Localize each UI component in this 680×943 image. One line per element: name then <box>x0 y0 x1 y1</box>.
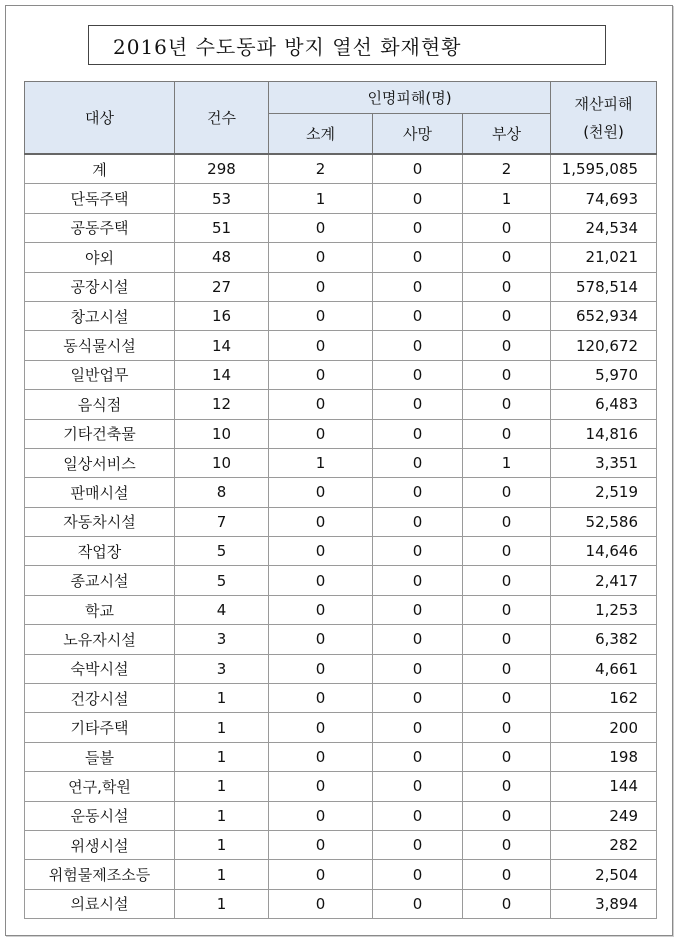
cell-injury: 1 <box>463 184 551 213</box>
cell-death: 0 <box>373 684 463 713</box>
cell-subtotal: 1 <box>269 184 373 213</box>
cell-target: 창고시설 <box>25 301 175 330</box>
cell-property: 162 <box>551 684 657 713</box>
cell-death: 0 <box>373 595 463 624</box>
cell-count: 1 <box>175 772 269 801</box>
cell-property: 120,672 <box>551 331 657 360</box>
cell-injury: 0 <box>463 419 551 448</box>
cell-subtotal: 0 <box>269 507 373 536</box>
cell-injury: 0 <box>463 801 551 830</box>
cell-death: 0 <box>373 889 463 918</box>
table-row <box>25 301 657 330</box>
cell-injury: 0 <box>463 478 551 507</box>
cell-count: 5 <box>175 537 269 566</box>
cell-property: 1,595,085 <box>551 154 657 184</box>
cell-death: 0 <box>373 654 463 683</box>
cell-count: 3 <box>175 654 269 683</box>
cell-count: 16 <box>175 301 269 330</box>
cell-property: 282 <box>551 830 657 859</box>
table-row <box>25 772 657 801</box>
cell-property: 14,816 <box>551 419 657 448</box>
cell-property: 249 <box>551 801 657 830</box>
cell-count: 1 <box>175 742 269 771</box>
cell-subtotal: 0 <box>269 360 373 389</box>
cell-target: 건강시설 <box>25 684 175 713</box>
cell-death: 0 <box>373 301 463 330</box>
cell-property: 6,382 <box>551 625 657 654</box>
header-injury: 부상 <box>463 114 551 155</box>
cell-count: 1 <box>175 889 269 918</box>
cell-target: 위험물제조소등 <box>25 860 175 889</box>
cell-injury: 0 <box>463 625 551 654</box>
cell-injury: 0 <box>463 889 551 918</box>
cell-target: 공동주택 <box>25 213 175 242</box>
cell-subtotal: 0 <box>269 830 373 859</box>
cell-target: 야외 <box>25 243 175 272</box>
cell-target: 들불 <box>25 742 175 771</box>
table-row <box>25 243 657 272</box>
cell-property: 21,021 <box>551 243 657 272</box>
cell-injury: 0 <box>463 595 551 624</box>
cell-target: 기타건축물 <box>25 419 175 448</box>
cell-subtotal: 0 <box>269 272 373 301</box>
cell-target: 계 <box>25 154 175 184</box>
cell-count: 1 <box>175 860 269 889</box>
cell-death: 0 <box>373 419 463 448</box>
cell-injury: 0 <box>463 301 551 330</box>
cell-injury: 1 <box>463 448 551 477</box>
cell-property: 5,970 <box>551 360 657 389</box>
table-row <box>25 448 657 477</box>
cell-death: 0 <box>373 213 463 242</box>
fire-statistics-table <box>24 81 657 919</box>
cell-property: 52,586 <box>551 507 657 536</box>
cell-target: 자동차시설 <box>25 507 175 536</box>
table-row <box>25 801 657 830</box>
cell-count: 5 <box>175 566 269 595</box>
cell-death: 0 <box>373 860 463 889</box>
cell-count: 1 <box>175 713 269 742</box>
cell-property: 24,534 <box>551 213 657 242</box>
table-row <box>25 742 657 771</box>
cell-subtotal: 0 <box>269 801 373 830</box>
table-row <box>25 360 657 389</box>
cell-target: 작업장 <box>25 537 175 566</box>
cell-injury: 0 <box>463 742 551 771</box>
cell-count: 7 <box>175 507 269 536</box>
cell-injury: 0 <box>463 654 551 683</box>
cell-count: 10 <box>175 419 269 448</box>
cell-target: 위생시설 <box>25 830 175 859</box>
cell-subtotal: 0 <box>269 742 373 771</box>
cell-property: 4,661 <box>551 654 657 683</box>
cell-injury: 0 <box>463 684 551 713</box>
cell-death: 0 <box>373 478 463 507</box>
cell-property: 1,253 <box>551 595 657 624</box>
title-text: 2016년 수도동파 방지 열선 화재현황 <box>113 34 462 59</box>
cell-injury: 0 <box>463 213 551 242</box>
cell-property: 3,894 <box>551 889 657 918</box>
cell-count: 14 <box>175 360 269 389</box>
cell-count: 8 <box>175 478 269 507</box>
cell-count: 1 <box>175 830 269 859</box>
cell-property: 578,514 <box>551 272 657 301</box>
cell-injury: 0 <box>463 860 551 889</box>
cell-injury: 0 <box>463 272 551 301</box>
header-target: 대상 <box>25 82 175 155</box>
table-body <box>25 154 657 919</box>
cell-property: 2,519 <box>551 478 657 507</box>
cell-death: 0 <box>373 713 463 742</box>
cell-death: 0 <box>373 772 463 801</box>
cell-target: 일반업무 <box>25 360 175 389</box>
cell-injury: 0 <box>463 507 551 536</box>
cell-death: 0 <box>373 625 463 654</box>
cell-subtotal: 0 <box>269 684 373 713</box>
cell-subtotal: 0 <box>269 625 373 654</box>
cell-target: 공장시설 <box>25 272 175 301</box>
table-row <box>25 830 657 859</box>
cell-target: 종교시설 <box>25 566 175 595</box>
cell-subtotal: 0 <box>269 566 373 595</box>
cell-subtotal: 0 <box>269 213 373 242</box>
cell-count: 4 <box>175 595 269 624</box>
table-row <box>25 419 657 448</box>
cell-death: 0 <box>373 801 463 830</box>
cell-death: 0 <box>373 448 463 477</box>
header-death: 사망 <box>373 114 463 155</box>
cell-target: 노유자시설 <box>25 625 175 654</box>
cell-subtotal: 2 <box>269 154 373 184</box>
header-property-line1: 재산피해 <box>574 94 633 113</box>
cell-property: 652,934 <box>551 301 657 330</box>
cell-subtotal: 0 <box>269 243 373 272</box>
cell-injury: 0 <box>463 830 551 859</box>
cell-death: 0 <box>373 154 463 184</box>
cell-property: 2,417 <box>551 566 657 595</box>
cell-injury: 0 <box>463 713 551 742</box>
cell-subtotal: 0 <box>269 889 373 918</box>
cell-count: 14 <box>175 331 269 360</box>
header-casualties: 인명피해(명) <box>269 82 551 114</box>
table-row <box>25 478 657 507</box>
cell-property: 3,351 <box>551 448 657 477</box>
cell-death: 0 <box>373 507 463 536</box>
cell-property: 198 <box>551 742 657 771</box>
table-row <box>25 713 657 742</box>
table-row <box>25 889 657 918</box>
table-row <box>25 507 657 536</box>
cell-injury: 0 <box>463 772 551 801</box>
table-row <box>25 595 657 624</box>
cell-count: 10 <box>175 448 269 477</box>
table-row <box>25 625 657 654</box>
cell-injury: 0 <box>463 331 551 360</box>
table-row <box>25 154 657 184</box>
cell-death: 0 <box>373 184 463 213</box>
cell-target: 기타주택 <box>25 713 175 742</box>
cell-target: 판매시설 <box>25 478 175 507</box>
cell-target: 단독주택 <box>25 184 175 213</box>
table-row <box>25 684 657 713</box>
table-row <box>25 537 657 566</box>
cell-subtotal: 0 <box>269 331 373 360</box>
cell-death: 0 <box>373 566 463 595</box>
cell-subtotal: 0 <box>269 301 373 330</box>
cell-target: 의료시설 <box>25 889 175 918</box>
cell-target: 음식점 <box>25 390 175 419</box>
cell-injury: 0 <box>463 360 551 389</box>
cell-target: 숙박시설 <box>25 654 175 683</box>
cell-subtotal: 0 <box>269 478 373 507</box>
cell-subtotal: 0 <box>269 654 373 683</box>
cell-death: 0 <box>373 537 463 566</box>
table-row <box>25 654 657 683</box>
cell-target: 동식물시설 <box>25 331 175 360</box>
cell-subtotal: 0 <box>269 537 373 566</box>
cell-subtotal: 0 <box>269 772 373 801</box>
table-header <box>25 82 657 155</box>
cell-property: 6,483 <box>551 390 657 419</box>
header-property <box>551 82 657 155</box>
cell-property: 74,693 <box>551 184 657 213</box>
cell-subtotal: 0 <box>269 390 373 419</box>
cell-death: 0 <box>373 390 463 419</box>
cell-target: 학교 <box>25 595 175 624</box>
cell-injury: 0 <box>463 566 551 595</box>
table-row <box>25 272 657 301</box>
cell-count: 48 <box>175 243 269 272</box>
document-title <box>88 25 606 65</box>
header-count: 건수 <box>175 82 269 155</box>
cell-count: 1 <box>175 801 269 830</box>
cell-death: 0 <box>373 243 463 272</box>
cell-death: 0 <box>373 830 463 859</box>
cell-injury: 2 <box>463 154 551 184</box>
table-row <box>25 331 657 360</box>
cell-count: 51 <box>175 213 269 242</box>
cell-count: 1 <box>175 684 269 713</box>
cell-injury: 0 <box>463 537 551 566</box>
cell-property: 200 <box>551 713 657 742</box>
cell-count: 12 <box>175 390 269 419</box>
cell-death: 0 <box>373 360 463 389</box>
cell-property: 14,646 <box>551 537 657 566</box>
table-row <box>25 213 657 242</box>
cell-target: 일상서비스 <box>25 448 175 477</box>
table-row <box>25 566 657 595</box>
cell-subtotal: 1 <box>269 448 373 477</box>
table-row <box>25 860 657 889</box>
header-subtotal: 소계 <box>269 114 373 155</box>
table-row <box>25 184 657 213</box>
cell-count: 53 <box>175 184 269 213</box>
cell-count: 298 <box>175 154 269 184</box>
cell-count: 27 <box>175 272 269 301</box>
cell-property: 2,504 <box>551 860 657 889</box>
cell-property: 144 <box>551 772 657 801</box>
cell-death: 0 <box>373 272 463 301</box>
cell-subtotal: 0 <box>269 860 373 889</box>
cell-subtotal: 0 <box>269 419 373 448</box>
cell-target: 연구,학원 <box>25 772 175 801</box>
cell-count: 3 <box>175 625 269 654</box>
header-property-line2: (천원) <box>583 122 624 141</box>
cell-subtotal: 0 <box>269 595 373 624</box>
cell-death: 0 <box>373 331 463 360</box>
cell-injury: 0 <box>463 243 551 272</box>
cell-subtotal: 0 <box>269 713 373 742</box>
cell-injury: 0 <box>463 390 551 419</box>
cell-death: 0 <box>373 742 463 771</box>
table-row <box>25 390 657 419</box>
cell-target: 운동시설 <box>25 801 175 830</box>
